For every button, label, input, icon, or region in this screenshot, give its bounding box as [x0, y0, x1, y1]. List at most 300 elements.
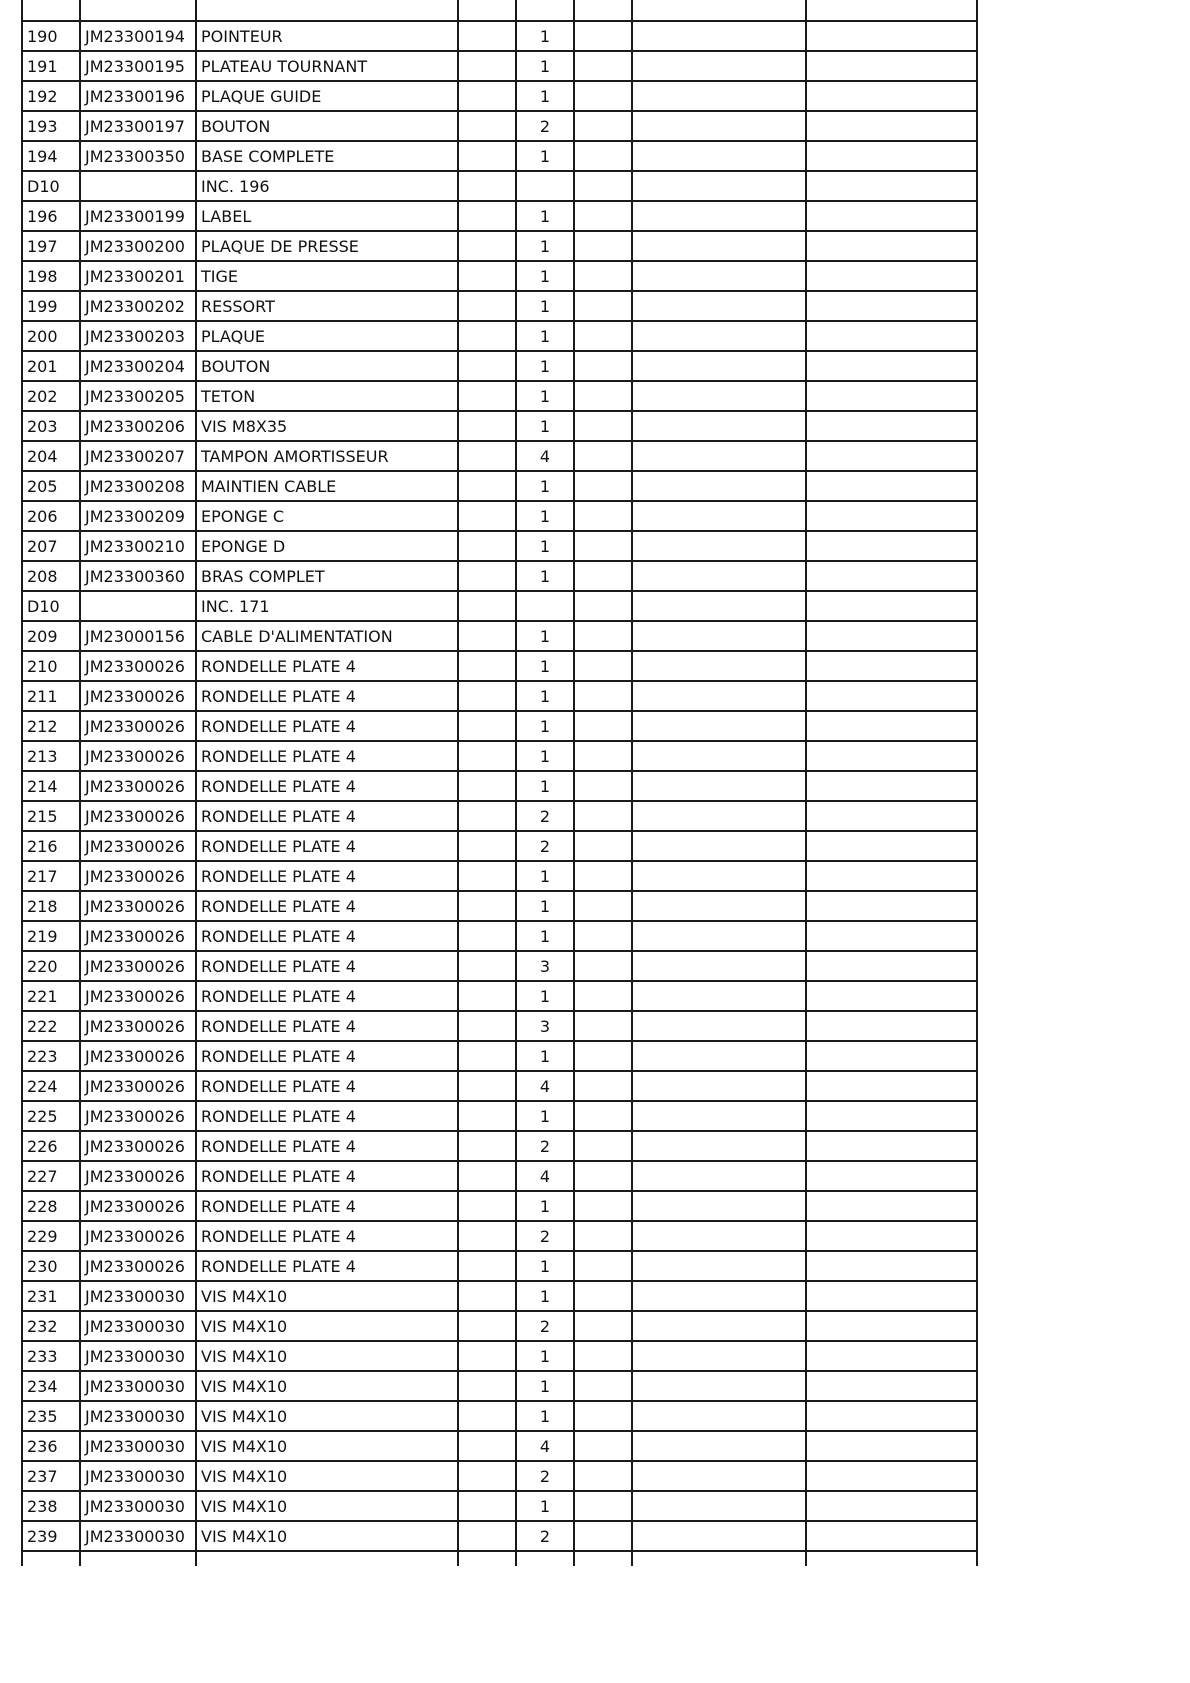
empty-cell — [458, 1071, 516, 1101]
table-row — [22, 1371, 977, 1401]
part-description-cell: LABEL — [196, 201, 458, 231]
part-description-cell: RESSORT — [196, 291, 458, 321]
part-quantity-cell: 4 — [516, 1161, 574, 1191]
part-quantity-cell: 1 — [516, 741, 574, 771]
empty-cell — [806, 561, 977, 591]
empty-cell — [806, 681, 977, 711]
part-quantity-cell: 1 — [516, 711, 574, 741]
empty-cell — [458, 741, 516, 771]
empty-cell — [632, 1221, 806, 1251]
part-quantity-cell: 1 — [516, 321, 574, 351]
empty-cell — [458, 471, 516, 501]
part-quantity-cell: 1 — [516, 81, 574, 111]
empty-cell — [806, 951, 977, 981]
empty-cell — [458, 321, 516, 351]
part-quantity-cell: 2 — [516, 1131, 574, 1161]
empty-cell — [806, 1371, 977, 1401]
part-ref-cell: 218 — [22, 891, 80, 921]
empty-cell — [632, 81, 806, 111]
empty-cell — [632, 861, 806, 891]
part-code-cell: JM23300026 — [80, 681, 196, 711]
part-ref-cell: 194 — [22, 141, 80, 171]
table-row — [22, 321, 977, 351]
part-description-cell: BRAS COMPLET — [196, 561, 458, 591]
table-row — [22, 1041, 977, 1071]
empty-cell — [806, 1311, 977, 1341]
part-ref-cell: 202 — [22, 381, 80, 411]
empty-cell — [632, 291, 806, 321]
part-ref-cell: 236 — [22, 1431, 80, 1461]
part-code-cell: JM23300207 — [80, 441, 196, 471]
part-quantity-cell: 1 — [516, 261, 574, 291]
part-code-cell: JM23300199 — [80, 201, 196, 231]
empty-cell — [574, 231, 632, 261]
empty-cell — [806, 1161, 977, 1191]
empty-cell — [632, 801, 806, 831]
empty-cell — [632, 231, 806, 261]
empty-cell — [806, 861, 977, 891]
part-quantity-cell: 4 — [516, 1071, 574, 1101]
empty-cell — [806, 1461, 977, 1491]
part-ref-cell: 219 — [22, 921, 80, 951]
part-ref-cell: 207 — [22, 531, 80, 561]
part-quantity-cell: 2 — [516, 1461, 574, 1491]
empty-cell — [574, 681, 632, 711]
empty-cell — [806, 591, 977, 621]
empty-cell — [806, 441, 977, 471]
part-description-cell: PLATEAU TOURNANT — [196, 51, 458, 81]
empty-cell — [458, 171, 516, 201]
empty-cell — [806, 411, 977, 441]
part-quantity-cell: 2 — [516, 1311, 574, 1341]
part-ref-cell: 211 — [22, 681, 80, 711]
part-code-cell: JM23300196 — [80, 81, 196, 111]
empty-cell — [632, 681, 806, 711]
table-row — [22, 1191, 977, 1221]
part-code-cell: JM23300026 — [80, 1221, 196, 1251]
part-quantity-cell: 1 — [516, 411, 574, 441]
empty-cell — [806, 831, 977, 861]
empty-cell — [574, 291, 632, 321]
part-quantity-cell: 1 — [516, 381, 574, 411]
empty-cell — [806, 1131, 977, 1161]
empty-cell — [632, 1431, 806, 1461]
empty-cell — [632, 171, 806, 201]
part-code-cell: JM23300026 — [80, 1071, 196, 1101]
part-description-cell: MAINTIEN CABLE — [196, 471, 458, 501]
empty-cell — [574, 1131, 632, 1161]
empty-cell — [806, 621, 977, 651]
table-row — [22, 591, 977, 621]
empty-cell — [458, 1251, 516, 1281]
part-quantity-cell: 1 — [516, 1101, 574, 1131]
empty-cell — [458, 591, 516, 621]
part-quantity-cell: 1 — [516, 291, 574, 321]
part-description-cell: RONDELLE PLATE 4 — [196, 1041, 458, 1071]
part-description-cell: VIS M8X35 — [196, 411, 458, 441]
part-code-cell: JM23300194 — [80, 21, 196, 51]
part-quantity-cell: 3 — [516, 951, 574, 981]
part-ref-cell: 193 — [22, 111, 80, 141]
empty-cell — [458, 771, 516, 801]
table-row — [22, 1131, 977, 1161]
part-quantity-cell: 1 — [516, 561, 574, 591]
part-description-cell: CABLE D'ALIMENTATION — [196, 621, 458, 651]
part-ref-cell: 239 — [22, 1521, 80, 1551]
empty-cell — [632, 531, 806, 561]
empty-cell — [458, 81, 516, 111]
part-code-cell: JM23300206 — [80, 411, 196, 441]
part-code-cell: JM23300026 — [80, 771, 196, 801]
table-row — [22, 891, 977, 921]
empty-cell — [632, 1191, 806, 1221]
table-row — [22, 561, 977, 591]
part-quantity-cell: 1 — [516, 1371, 574, 1401]
part-description-cell: RONDELLE PLATE 4 — [196, 1071, 458, 1101]
part-quantity-cell: 1 — [516, 1341, 574, 1371]
part-code-cell: JM23300030 — [80, 1521, 196, 1551]
part-code-cell: JM23300026 — [80, 741, 196, 771]
part-ref-cell: 196 — [22, 201, 80, 231]
empty-cell — [806, 741, 977, 771]
part-ref-cell: D10 — [22, 591, 80, 621]
part-ref-cell: 205 — [22, 471, 80, 501]
empty-cell — [574, 111, 632, 141]
part-ref-cell: 223 — [22, 1041, 80, 1071]
empty-cell — [574, 801, 632, 831]
empty-cell — [458, 441, 516, 471]
empty-cell — [632, 1041, 806, 1071]
part-code-cell: JM23300030 — [80, 1311, 196, 1341]
part-description-cell: POINTEUR — [196, 21, 458, 51]
part-quantity-cell: 1 — [516, 921, 574, 951]
table-row — [22, 111, 977, 141]
empty-cell — [632, 411, 806, 441]
empty-cell — [574, 21, 632, 51]
part-ref-cell: 198 — [22, 261, 80, 291]
empty-cell — [806, 1191, 977, 1221]
part-ref-cell: 232 — [22, 1311, 80, 1341]
empty-cell — [458, 651, 516, 681]
part-description-cell: VIS M4X10 — [196, 1371, 458, 1401]
empty-cell — [574, 1401, 632, 1431]
part-code-cell: JM23300026 — [80, 651, 196, 681]
part-quantity-cell: 1 — [516, 1251, 574, 1281]
part-description-cell: RONDELLE PLATE 4 — [196, 741, 458, 771]
table-row — [22, 1281, 977, 1311]
empty-cell — [574, 1071, 632, 1101]
part-ref-cell: 204 — [22, 441, 80, 471]
empty-cell — [632, 1371, 806, 1401]
part-ref-cell: 229 — [22, 1221, 80, 1251]
part-code-cell: JM23300026 — [80, 1191, 196, 1221]
part-ref-cell: 197 — [22, 231, 80, 261]
part-description-cell: VIS M4X10 — [196, 1341, 458, 1371]
empty-cell — [806, 1491, 977, 1521]
part-quantity-cell: 1 — [516, 351, 574, 381]
part-quantity-cell: 2 — [516, 831, 574, 861]
table-row — [22, 801, 977, 831]
part-description-cell: VIS M4X10 — [196, 1401, 458, 1431]
empty-cell — [632, 741, 806, 771]
table-row — [22, 1311, 977, 1341]
part-ref-cell: 206 — [22, 501, 80, 531]
empty-cell — [806, 81, 977, 111]
part-description-cell: RONDELLE PLATE 4 — [196, 1221, 458, 1251]
empty-cell — [574, 921, 632, 951]
empty-cell — [458, 1161, 516, 1191]
empty-cell — [458, 861, 516, 891]
part-quantity-cell: 1 — [516, 891, 574, 921]
part-code-cell: JM23300030 — [80, 1371, 196, 1401]
table-row — [22, 261, 977, 291]
part-description-cell: RONDELLE PLATE 4 — [196, 651, 458, 681]
empty-cell — [458, 291, 516, 321]
part-code-cell: JM23300210 — [80, 531, 196, 561]
part-quantity-cell: 1 — [516, 141, 574, 171]
empty-cell — [458, 351, 516, 381]
empty-cell — [458, 1311, 516, 1341]
part-ref-cell: 226 — [22, 1131, 80, 1161]
part-ref-cell: 220 — [22, 951, 80, 981]
empty-cell — [574, 1251, 632, 1281]
part-ref-cell: 191 — [22, 51, 80, 81]
empty-cell — [574, 861, 632, 891]
part-code-cell: JM23300026 — [80, 861, 196, 891]
empty-cell — [574, 381, 632, 411]
part-code-cell: JM23300201 — [80, 261, 196, 291]
empty-cell — [574, 951, 632, 981]
part-description-cell: PLAQUE DE PRESSE — [196, 231, 458, 261]
part-quantity-cell: 1 — [516, 231, 574, 261]
part-quantity-cell: 4 — [516, 1431, 574, 1461]
part-code-cell: JM23300209 — [80, 501, 196, 531]
table-row — [22, 81, 977, 111]
part-code-cell: JM23300026 — [80, 1011, 196, 1041]
part-quantity-cell: 3 — [516, 1011, 574, 1041]
empty-cell — [632, 651, 806, 681]
empty-cell — [574, 1041, 632, 1071]
empty-cell — [806, 1041, 977, 1071]
part-ref-cell: 238 — [22, 1491, 80, 1521]
empty-cell — [806, 1401, 977, 1431]
empty-cell — [632, 1101, 806, 1131]
part-description-cell: RONDELLE PLATE 4 — [196, 861, 458, 891]
parts-list-page — [21, 0, 978, 1566]
part-quantity-cell: 1 — [516, 1491, 574, 1521]
empty-cell — [574, 1191, 632, 1221]
empty-cell — [574, 1371, 632, 1401]
empty-cell — [458, 111, 516, 141]
empty-cell — [574, 1101, 632, 1131]
empty-cell — [574, 831, 632, 861]
part-code-cell: JM23300197 — [80, 111, 196, 141]
empty-cell — [574, 1281, 632, 1311]
part-code-cell: JM23300026 — [80, 921, 196, 951]
empty-cell — [574, 1161, 632, 1191]
empty-cell — [632, 1131, 806, 1161]
part-description-cell: RONDELLE PLATE 4 — [196, 1131, 458, 1161]
empty-cell — [806, 501, 977, 531]
part-ref-cell: 222 — [22, 1011, 80, 1041]
table-row — [22, 231, 977, 261]
part-code-cell: JM23300026 — [80, 981, 196, 1011]
part-description-cell: VIS M4X10 — [196, 1281, 458, 1311]
empty-cell — [458, 21, 516, 51]
empty-cell — [458, 411, 516, 441]
empty-cell — [806, 321, 977, 351]
empty-cell — [806, 351, 977, 381]
part-code-cell: JM23300030 — [80, 1431, 196, 1461]
empty-cell — [458, 1521, 516, 1551]
empty-cell — [632, 711, 806, 741]
empty-cell — [458, 141, 516, 171]
part-quantity-cell: 2 — [516, 801, 574, 831]
table-row — [22, 1071, 977, 1101]
empty-cell — [458, 921, 516, 951]
empty-cell — [574, 1491, 632, 1521]
table-row — [22, 21, 977, 51]
empty-cell — [806, 1251, 977, 1281]
part-description-cell: RONDELLE PLATE 4 — [196, 771, 458, 801]
part-ref-cell: 213 — [22, 741, 80, 771]
part-code-cell: JM23300205 — [80, 381, 196, 411]
empty-cell — [458, 201, 516, 231]
table-row — [22, 51, 977, 81]
table-row — [22, 711, 977, 741]
part-quantity-cell: 1 — [516, 861, 574, 891]
part-quantity-cell: 1 — [516, 1041, 574, 1071]
part-code-cell: JM23300026 — [80, 801, 196, 831]
table-row — [22, 681, 977, 711]
table-row — [22, 471, 977, 501]
empty-cell — [806, 1341, 977, 1371]
part-description-cell: RONDELLE PLATE 4 — [196, 831, 458, 861]
empty-cell — [632, 1011, 806, 1041]
part-code-cell: JM23300026 — [80, 1161, 196, 1191]
empty-cell — [632, 1311, 806, 1341]
empty-cell — [458, 51, 516, 81]
part-code-cell: JM23300026 — [80, 951, 196, 981]
empty-cell — [632, 831, 806, 861]
part-quantity-cell: 1 — [516, 771, 574, 801]
empty-cell — [632, 1491, 806, 1521]
empty-cell — [632, 1281, 806, 1311]
part-description-cell: VIS M4X10 — [196, 1491, 458, 1521]
table-row — [22, 1491, 977, 1521]
empty-cell — [632, 111, 806, 141]
empty-cell — [458, 561, 516, 591]
part-ref-cell: 216 — [22, 831, 80, 861]
part-description-cell: BASE COMPLETE — [196, 141, 458, 171]
empty-cell — [806, 981, 977, 1011]
empty-cell — [574, 1461, 632, 1491]
empty-cell — [632, 951, 806, 981]
part-code-cell: JM23300200 — [80, 231, 196, 261]
part-code-cell: JM23300030 — [80, 1341, 196, 1371]
empty-cell — [574, 321, 632, 351]
empty-cell — [458, 1401, 516, 1431]
empty-cell — [806, 291, 977, 321]
empty-cell — [806, 1011, 977, 1041]
empty-cell — [574, 501, 632, 531]
part-ref-cell: 201 — [22, 351, 80, 381]
empty-cell — [574, 1311, 632, 1341]
empty-cell — [458, 1011, 516, 1041]
part-description-cell: RONDELLE PLATE 4 — [196, 1251, 458, 1281]
empty-cell — [806, 171, 977, 201]
part-description-cell: EPONGE D — [196, 531, 458, 561]
empty-cell — [574, 201, 632, 231]
part-quantity-cell: 2 — [516, 111, 574, 141]
part-quantity-cell: 1 — [516, 51, 574, 81]
part-description-cell: RONDELLE PLATE 4 — [196, 951, 458, 981]
part-ref-cell: 208 — [22, 561, 80, 591]
part-code-cell: JM23300026 — [80, 891, 196, 921]
empty-cell — [632, 591, 806, 621]
empty-cell — [632, 501, 806, 531]
part-description-cell: RONDELLE PLATE 4 — [196, 1161, 458, 1191]
empty-cell — [458, 981, 516, 1011]
empty-cell — [574, 261, 632, 291]
part-quantity-cell: 1 — [516, 201, 574, 231]
empty-cell — [806, 261, 977, 291]
empty-cell — [458, 1131, 516, 1161]
table-row — [22, 651, 977, 681]
part-ref-cell: 230 — [22, 1251, 80, 1281]
empty-cell — [574, 141, 632, 171]
part-ref-cell: 210 — [22, 651, 80, 681]
part-code-cell: JM23300030 — [80, 1461, 196, 1491]
part-description-cell: RONDELLE PLATE 4 — [196, 981, 458, 1011]
empty-cell — [574, 51, 632, 81]
part-quantity-cell: 1 — [516, 501, 574, 531]
empty-cell — [574, 441, 632, 471]
part-code-cell: JM23300026 — [80, 1101, 196, 1131]
part-code-cell: JM23300026 — [80, 711, 196, 741]
empty-cell — [574, 1011, 632, 1041]
part-quantity-cell: 1 — [516, 471, 574, 501]
empty-cell — [632, 321, 806, 351]
part-description-cell: TETON — [196, 381, 458, 411]
part-quantity-cell: 4 — [516, 441, 574, 471]
table-row — [22, 171, 977, 201]
empty-cell — [458, 261, 516, 291]
empty-cell — [574, 891, 632, 921]
table-row — [22, 1401, 977, 1431]
empty-cell — [458, 501, 516, 531]
empty-cell — [806, 711, 977, 741]
table-row — [22, 141, 977, 171]
table-row-continued-bottom — [22, 1551, 977, 1566]
empty-cell — [574, 171, 632, 201]
part-ref-cell: 215 — [22, 801, 80, 831]
part-description-cell: VIS M4X10 — [196, 1521, 458, 1551]
empty-cell — [632, 891, 806, 921]
part-code-cell: JM23300203 — [80, 321, 196, 351]
table-row — [22, 1461, 977, 1491]
empty-cell — [632, 771, 806, 801]
part-quantity-cell: 1 — [516, 1281, 574, 1311]
empty-cell — [632, 21, 806, 51]
empty-cell — [632, 621, 806, 651]
empty-cell — [574, 531, 632, 561]
part-description-cell: EPONGE C — [196, 501, 458, 531]
empty-cell — [632, 1071, 806, 1101]
part-quantity-cell: 2 — [516, 1521, 574, 1551]
empty-cell — [806, 771, 977, 801]
table-row — [22, 291, 977, 321]
